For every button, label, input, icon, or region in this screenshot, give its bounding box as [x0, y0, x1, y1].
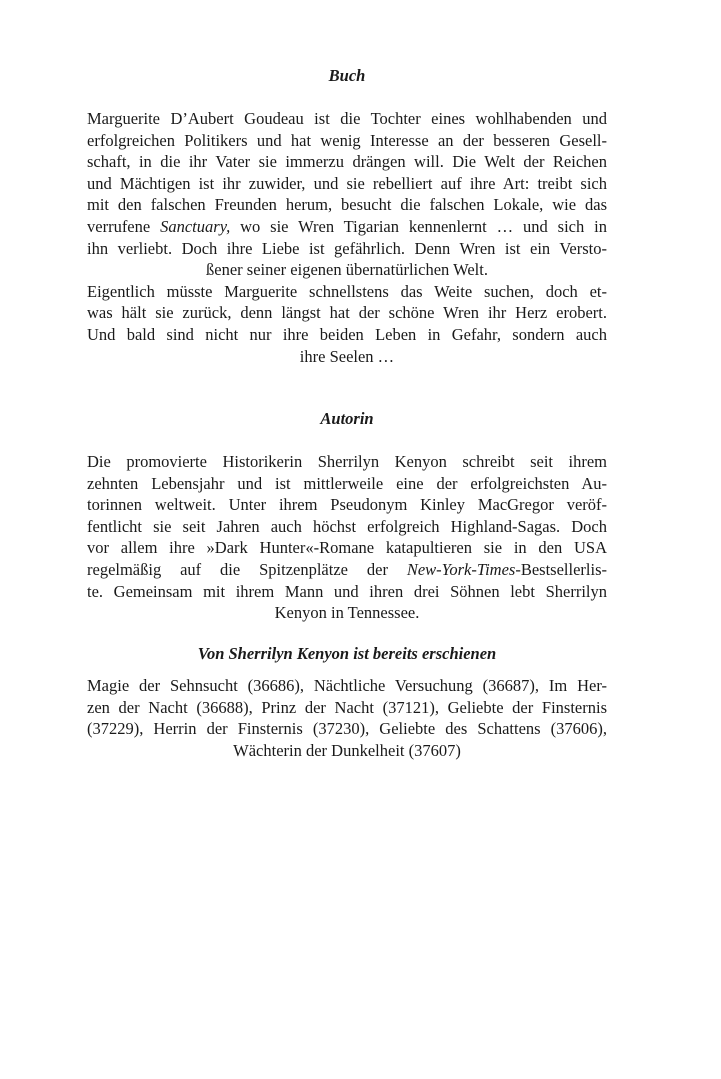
text-line	[87, 559, 607, 581]
text-segment: regelmäßig auf die Spitzenplätze der	[87, 559, 407, 579]
text-line: ßener seiner eigenen übernatürlichen Welt.	[206, 260, 488, 280]
text-line	[87, 216, 607, 238]
text-line: fentlicht sie seit Jahren auch höchst erfolgreich Highland-Sagas. Doch	[87, 516, 607, 536]
text-line: (37229), Herrin der Finsternis (37230), Geliebte des Schattens (37606),	[87, 719, 607, 739]
paragraph-buch	[87, 108, 607, 367]
text-line: Wächterin der Dunkelheit (37607)	[233, 740, 461, 760]
text-segment: verrufene	[87, 216, 161, 236]
text-line: Magie der Sehnsucht (36686), Nächtliche Versuchung (36687), Im Her-	[87, 676, 607, 695]
text-line: te. Gemeinsam mit ihrem Mann und ihren drei Söhnen lebt Sherrilyn	[87, 581, 607, 601]
paragraph-autorin	[87, 451, 607, 624]
text-line: Die promovierte Historikerin Sherrilyn Kenyon schreibt seit ihrem	[87, 452, 607, 471]
text-line: Marguerite D’Aubert Goudeau ist die Tochter eines wohlhabenden und	[87, 109, 607, 128]
text-line: ihre Seelen …	[299, 346, 395, 366]
text-line: Kenyon in Tennessee.	[274, 603, 420, 623]
text-segment: wo sie Wren Tigarian kennenlernt … und sich in	[230, 216, 607, 236]
italic-title: New-York-Times	[406, 559, 516, 579]
text-line: mit den falschen Freunden herum, besucht die falschen Lokale, wie das	[87, 195, 607, 215]
italic-title: Sanctuary,	[160, 216, 231, 236]
text-line: ihn verliebt. Doch ihre Liebe ist gefährlich. Denn Wren ist ein Versto-	[87, 238, 607, 258]
text-segment: -Bestsellerlis-	[515, 559, 607, 579]
text-line: Eigentlich müsste Marguerite schnellstens das Weite suchen, doch et-	[87, 281, 607, 301]
text-line: torinnen weltweit. Unter ihrem Pseudonym Kinley MacGregor veröf-	[87, 495, 607, 515]
text-line: vor allem ihre »Dark Hunter«-Romane katapultieren sie in den USA	[87, 538, 607, 558]
text-line: schaft, in die ihr Vater sie immerzu drängen will. Die Welt der Reichen	[87, 152, 607, 172]
text-line: erfolgreichen Politikers und hat wenig Interesse an der besseren Gesell-	[87, 130, 607, 150]
heading-autorin: Autorin	[320, 409, 374, 428]
text-line: was hält sie zurück, denn längst hat der schöne Wren ihr Herz erobert.	[87, 303, 607, 323]
text-line: zen der Nacht (36688), Prinz der Nacht (37121), Geliebte der Finsternis	[87, 697, 607, 717]
heading-buch: Buch	[328, 66, 366, 85]
text-line: zehnten Lebensjahr und ist mittlerweile eine der erfolgreichsten Au-	[87, 473, 607, 493]
text-line: und Mächtigen ist ihr zuwider, und sie rebelliert auf ihre Art: treibt sich	[87, 173, 607, 193]
paragraph-erschienen	[87, 675, 607, 761]
text-line: Und bald sind nicht nur ihre beiden Leben in Gefahr, sondern auch	[87, 324, 607, 344]
heading-erschienen: Von Sherrilyn Kenyon ist bereits erschienen	[197, 644, 497, 663]
